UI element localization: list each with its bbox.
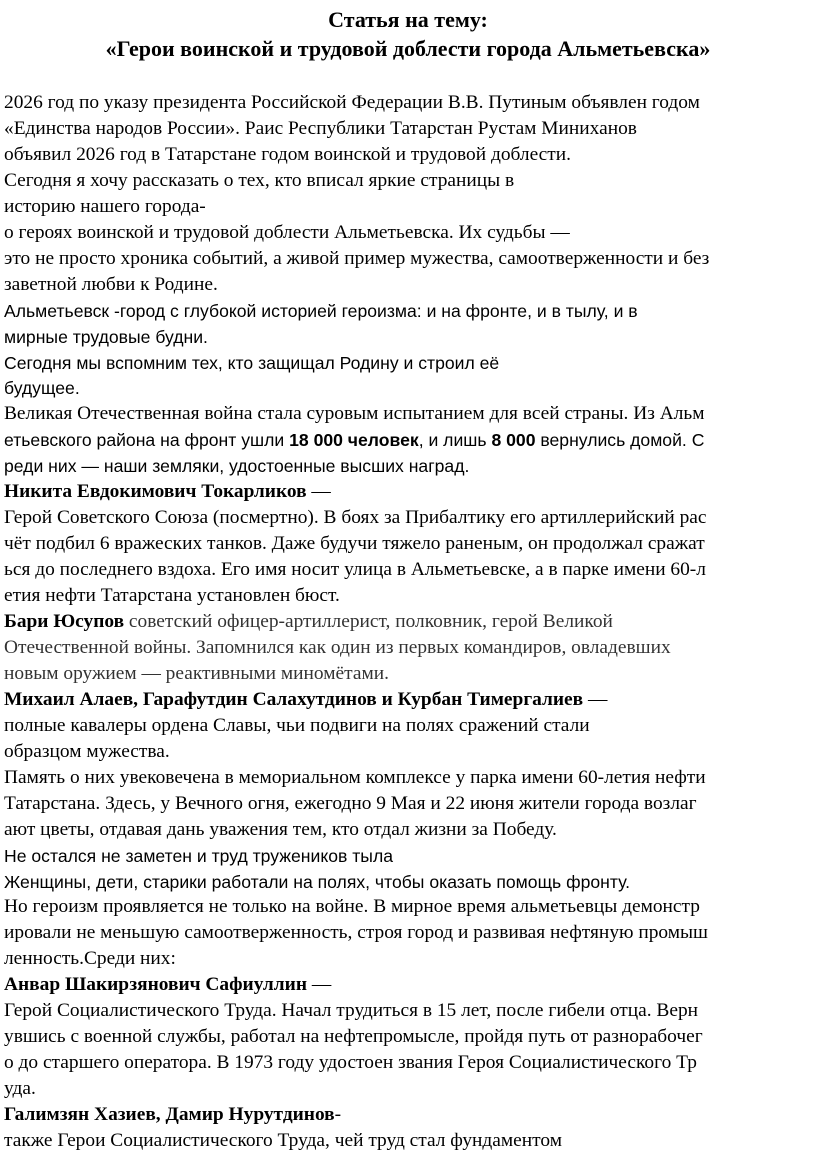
bold-text: Галимзян Хазиев, Дамир Нурутдинов — [4, 1104, 335, 1126]
body-text: историю нашего города- — [4, 195, 206, 217]
body-text: реди них — наши земляки, удостоенные высших наград. — [4, 456, 470, 477]
body-text: будущее. — [4, 378, 80, 399]
body-line — [4, 531, 705, 557]
body-line — [4, 90, 700, 116]
body-text: етия нефти Татарстана установлен бюст. — [4, 585, 340, 607]
body-text: новым оружием — реактивными миномётами. — [4, 662, 389, 684]
body-line — [4, 583, 340, 609]
body-text: полные кавалеры ордена Славы, чьи подвиги на полях сражений стали — [4, 714, 590, 736]
bold-text: Анвар Шакирзянович Сафиуллин — [4, 974, 308, 996]
article-title-line-2: «Герои воинской и трудовой доблести города Альметьевска» — [105, 36, 711, 61]
body-text: — — [306, 481, 331, 503]
body-line — [4, 453, 469, 479]
body-text: Сегодня мы вспомним тех, кто защищал Родину и строил её — [4, 352, 500, 373]
body-text: , и лишь — [418, 430, 492, 451]
body-text: Татарстана. Здесь, у Вечного огня, ежегодно 9 Мая и 22 июня жители города возлаг — [4, 792, 697, 814]
body-line — [4, 1102, 341, 1128]
body-text: — — [307, 974, 332, 996]
body-text: ься до последнего вздоха. Его имя носит улица в Альметьевске, а в парке имени 60-л — [4, 559, 706, 581]
body-text: Сегодня я хочу рассказать о тех, кто вписал яркие страницы в — [4, 169, 515, 191]
body-text: Герой Советского Союза (посмертно). В боях за Прибалтику его артиллерийский рас — [4, 507, 707, 529]
body-line — [4, 946, 176, 972]
body-line — [4, 739, 170, 765]
body-text: «Единства народов России». Раис Республики Татарстан Рустам Миниханов — [4, 117, 637, 139]
body-text: о до старшего оператора. В 1973 году удостоен звания Героя Социалистического Тр — [4, 1052, 697, 1074]
body-text: советский офицер-артиллерист, полковник, герой Великой — [124, 611, 613, 632]
body-line — [4, 246, 709, 272]
body-text: — — [583, 688, 608, 710]
body-line — [4, 505, 707, 531]
body-text: етьевского района на фронт ушли — [4, 430, 290, 451]
body-line — [4, 272, 218, 298]
body-text: Но героизм проявляется не только на войне. В мирное время альметьевцы демонстр — [4, 896, 700, 918]
body-text: - — [334, 1104, 342, 1126]
body-text: 2026 год по указу президента Российской Федерации В.В. Путиным объявлен годом — [4, 92, 700, 113]
body-text: вернулись домой. С — [535, 430, 705, 451]
body-line — [4, 1076, 36, 1102]
body-text: ировали не меньшую самоотверженность, строя город и развивая нефтяную промыш — [4, 922, 708, 944]
body-text: мирные трудовые будни. — [4, 326, 208, 347]
body-text: Великая Отечественная война стала суровым испытанием для всей страны. Из Альм — [4, 403, 705, 425]
body-text: Не остался не заметен и труд тружеников тыла — [4, 845, 394, 866]
body-text: Женщины, дети, старики работали на полях, чтобы оказать помощь фронту. — [4, 871, 631, 892]
body-line — [4, 972, 331, 998]
body-line — [4, 894, 700, 920]
body-text: это не просто хроника событий, а живой пример мужества, самоотверженности и без — [4, 247, 710, 269]
body-text: о героях воинской и трудовой доблести Альметьевска. Их судьбы — — [4, 221, 570, 243]
body-text: также Герои Социалистического Труда, чей труд стал фундаментом — [4, 1130, 562, 1151]
body-line — [4, 635, 671, 661]
body-text: Альметьевск -город с глубокой историей героизма: и на фронте, и в тылу, и в — [4, 300, 638, 321]
body-line — [4, 116, 637, 142]
body-line — [4, 1050, 697, 1076]
bold-text: 8 000 — [491, 430, 536, 451]
body-line — [4, 194, 206, 220]
body-text: уда. — [4, 1078, 36, 1100]
body-text: ают цветы, отдавая дань уважения тем, кто отдал жизни за Победу. — [4, 818, 557, 840]
body-line — [4, 765, 706, 791]
body-line — [4, 220, 570, 246]
bold-text: Никита Евдокимович Токарликов — [4, 481, 307, 503]
body-line — [4, 401, 705, 427]
body-line — [4, 687, 607, 713]
bold-text: Михаил Алаев, Гарафутдин Салахутдинов и Курбан Тимергалиев — [4, 688, 584, 710]
bold-text: 18 000 человек — [289, 430, 419, 451]
body-line — [4, 1024, 703, 1050]
body-text: Отечественной войны. Запомнился как один из первых командиров, овладевших — [4, 636, 671, 658]
body-line — [4, 324, 208, 350]
body-line — [4, 661, 389, 687]
body-line — [4, 168, 514, 194]
body-text: ленность.Среди них: — [4, 948, 176, 970]
body-line — [4, 713, 590, 739]
body-line — [4, 609, 613, 635]
body-line — [4, 142, 571, 168]
body-line — [4, 557, 706, 583]
article-title-line-1: Статья на тему: — [328, 7, 488, 32]
body-line — [4, 350, 499, 376]
body-line — [4, 817, 557, 843]
body-line — [4, 843, 393, 869]
bold-text: Бари Юсупов — [4, 611, 125, 632]
body-line — [4, 920, 708, 946]
body-line — [4, 427, 704, 453]
body-line — [4, 479, 331, 505]
body-text: заветной любви к Родине. — [4, 273, 218, 295]
body-line — [4, 869, 630, 895]
body-line — [4, 375, 80, 401]
body-text: Память о них увековечена в мемориальном комплексе у парка имени 60-летия нефти — [4, 766, 706, 788]
body-text: увшись с военной службы, работал на нефтепромысле, пройдя путь от разнорабочег — [4, 1026, 703, 1048]
body-text: образцом мужества. — [4, 740, 170, 762]
body-text: чёт подбил 6 вражеских танков. Даже будучи тяжело раненым, он продолжал сражат — [4, 533, 705, 555]
body-text: объявил 2026 год в Татарстане годом воинской и трудовой доблести. — [4, 143, 571, 165]
body-line — [4, 791, 697, 817]
body-line — [4, 998, 698, 1024]
body-text: Герой Социалистического Труда. Начал трудиться в 15 лет, после гибели отца. Верн — [4, 1000, 699, 1022]
body-line — [4, 298, 638, 324]
body-line — [4, 1128, 562, 1154]
